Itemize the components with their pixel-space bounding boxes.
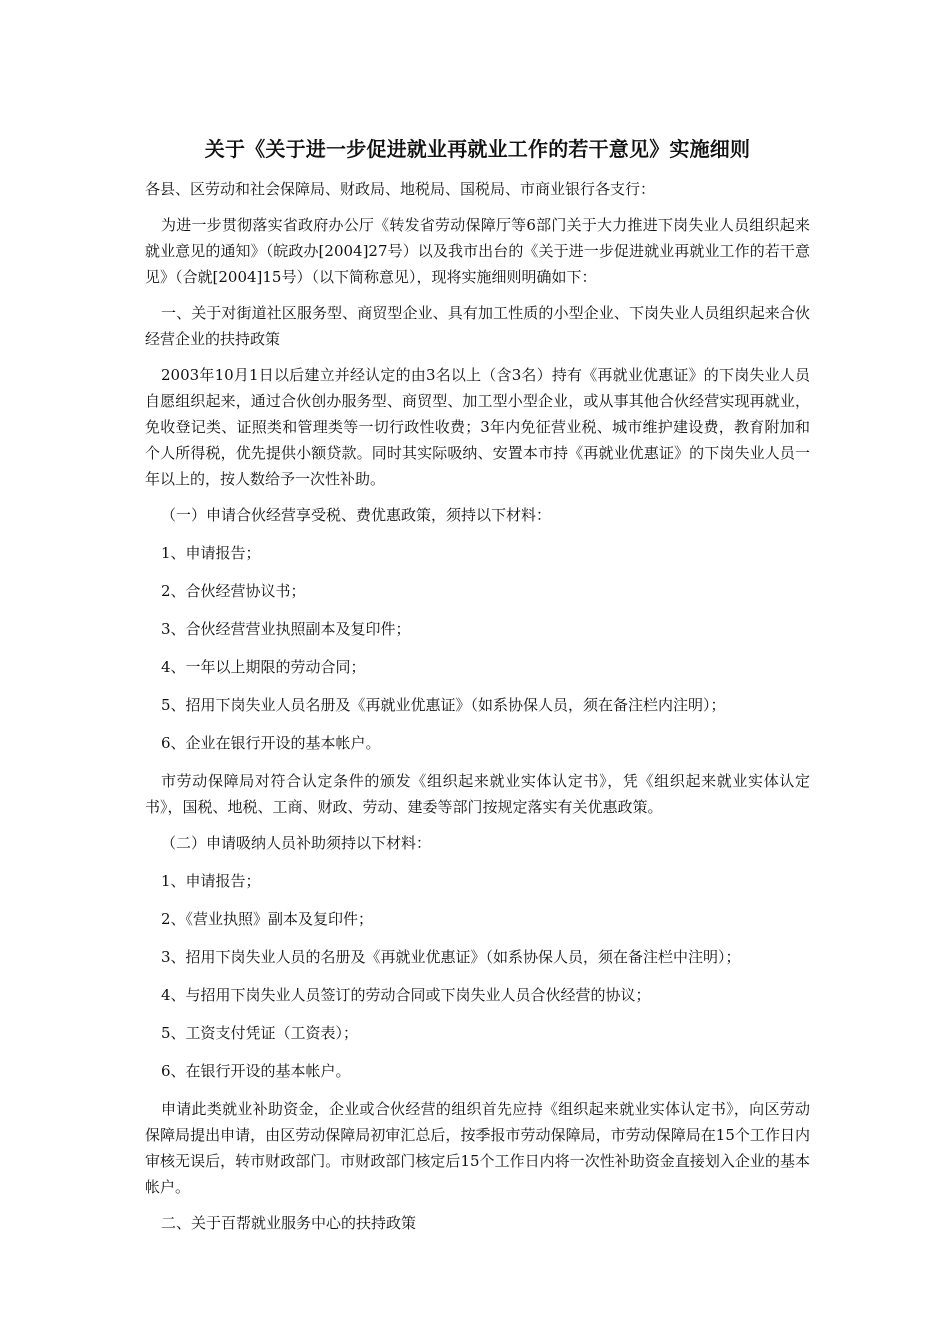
subsection-1-note: 市劳动保障局对符合认定条件的颁发《组织起来就业实体认定书》，凭《组织起来就业实体认定书》，国税、地税、工商、财政、劳动、建委等部门按规定落实有关优惠政策。 xyxy=(145,772,810,816)
subsection-2-heading: （二）申请吸纳人员补助须持以下材料： xyxy=(161,834,432,852)
section-1-heading: 一、关于对街道社区服务型、商贸型企业、具有加工性质的小型企业、下岗失业人员组织起来合伙经营企业的扶持政策 xyxy=(145,304,810,348)
document-body xyxy=(145,134,810,1248)
document-title: 关于《关于进一步促进就业再就业工作的若干意见》实施细则 xyxy=(204,137,751,161)
section-2-heading: 二、关于百帮就业服务中心的扶持政策 xyxy=(161,1214,417,1232)
subsection-2-item: 6、在银行开设的基本帐户。 xyxy=(161,1062,351,1080)
subsection-1-item: 1、申请报告； xyxy=(161,544,261,562)
subsection-1-item: 4、一年以上期限的劳动合同； xyxy=(161,658,366,676)
subsection-1-item: 3、合伙经营营业执照副本及复印件； xyxy=(161,620,411,638)
subsection-2-note: 申请此类就业补助资金，企业或合伙经营的组织首先应持《组织起来就业实体认定书》，向区劳动保障局提出申请，由区劳动保障局初审汇总后，按季报市劳动保障局，市劳动保障局在15个工作日内审核无误后，转市财政部门。市财政部门核定后15个工作日内将一次性补助资金直接划入企业的基本帐户。 xyxy=(145,1100,810,1196)
subsection-2-item: 5、工资支付凭证（工资表）； xyxy=(161,1024,359,1042)
subsection-1-item: 2、合伙经营协议书； xyxy=(161,582,306,600)
subsection-2-item: 2、《营业执照》副本及复印件； xyxy=(161,910,374,928)
subsection-1-heading: （一）申请合伙经营享受税、费优惠政策，须持以下材料： xyxy=(161,506,552,524)
subsection-2-item: 3、招用下岗失业人员的名册及《再就业优惠证》（如系协保人员，须在备注栏中注明）； xyxy=(161,948,741,966)
addressee-line: 各县、区劳动和社会保障局、财政局、地税局、国税局、市商业银行各支行： xyxy=(145,180,656,198)
subsection-1-item: 6、企业在银行开设的基本帐户。 xyxy=(161,734,381,752)
section-1-body: 2003年10月1日以后建立并经认定的由3名以上（含3名）持有《再就业优惠证》的下岗失业人员自愿组织起来，通过合伙创办服务型、商贸型、加工型小型企业，或从事其他合伙经营实现再就业，免收登记类、证照类和管理类等一切行政性收费；3年内免征营业税、城市维护建设费，教育附加和个人所得税，优先提供小额贷款。同时其实际吸纳、安置本市持《再就业优惠证》的下岗失业人员一年以上的，按人数给予一次性补助。 xyxy=(145,366,810,488)
subsection-2-item: 4、与招用下岗失业人员签订的劳动合同或下岗失业人员合伙经营的协议； xyxy=(161,986,651,1004)
subsection-2-item: 1、申请报告； xyxy=(161,872,261,890)
subsection-1-item: 5、招用下岗失业人员名册及《再就业优惠证》（如系协保人员，须在备注栏内注明）； xyxy=(161,696,726,714)
intro-paragraph: 为进一步贯彻落实省政府办公厅《转发省劳动保障厅等6部门关于大力推进下岗失业人员组织起来就业意见的通知》（皖政办[2004]27号）以及我市出台的《关于进一步促进就业再就业工作的若干意见》（合就[2004]15号）（以下简称意见），现将实施细则明确如下： xyxy=(145,216,810,286)
